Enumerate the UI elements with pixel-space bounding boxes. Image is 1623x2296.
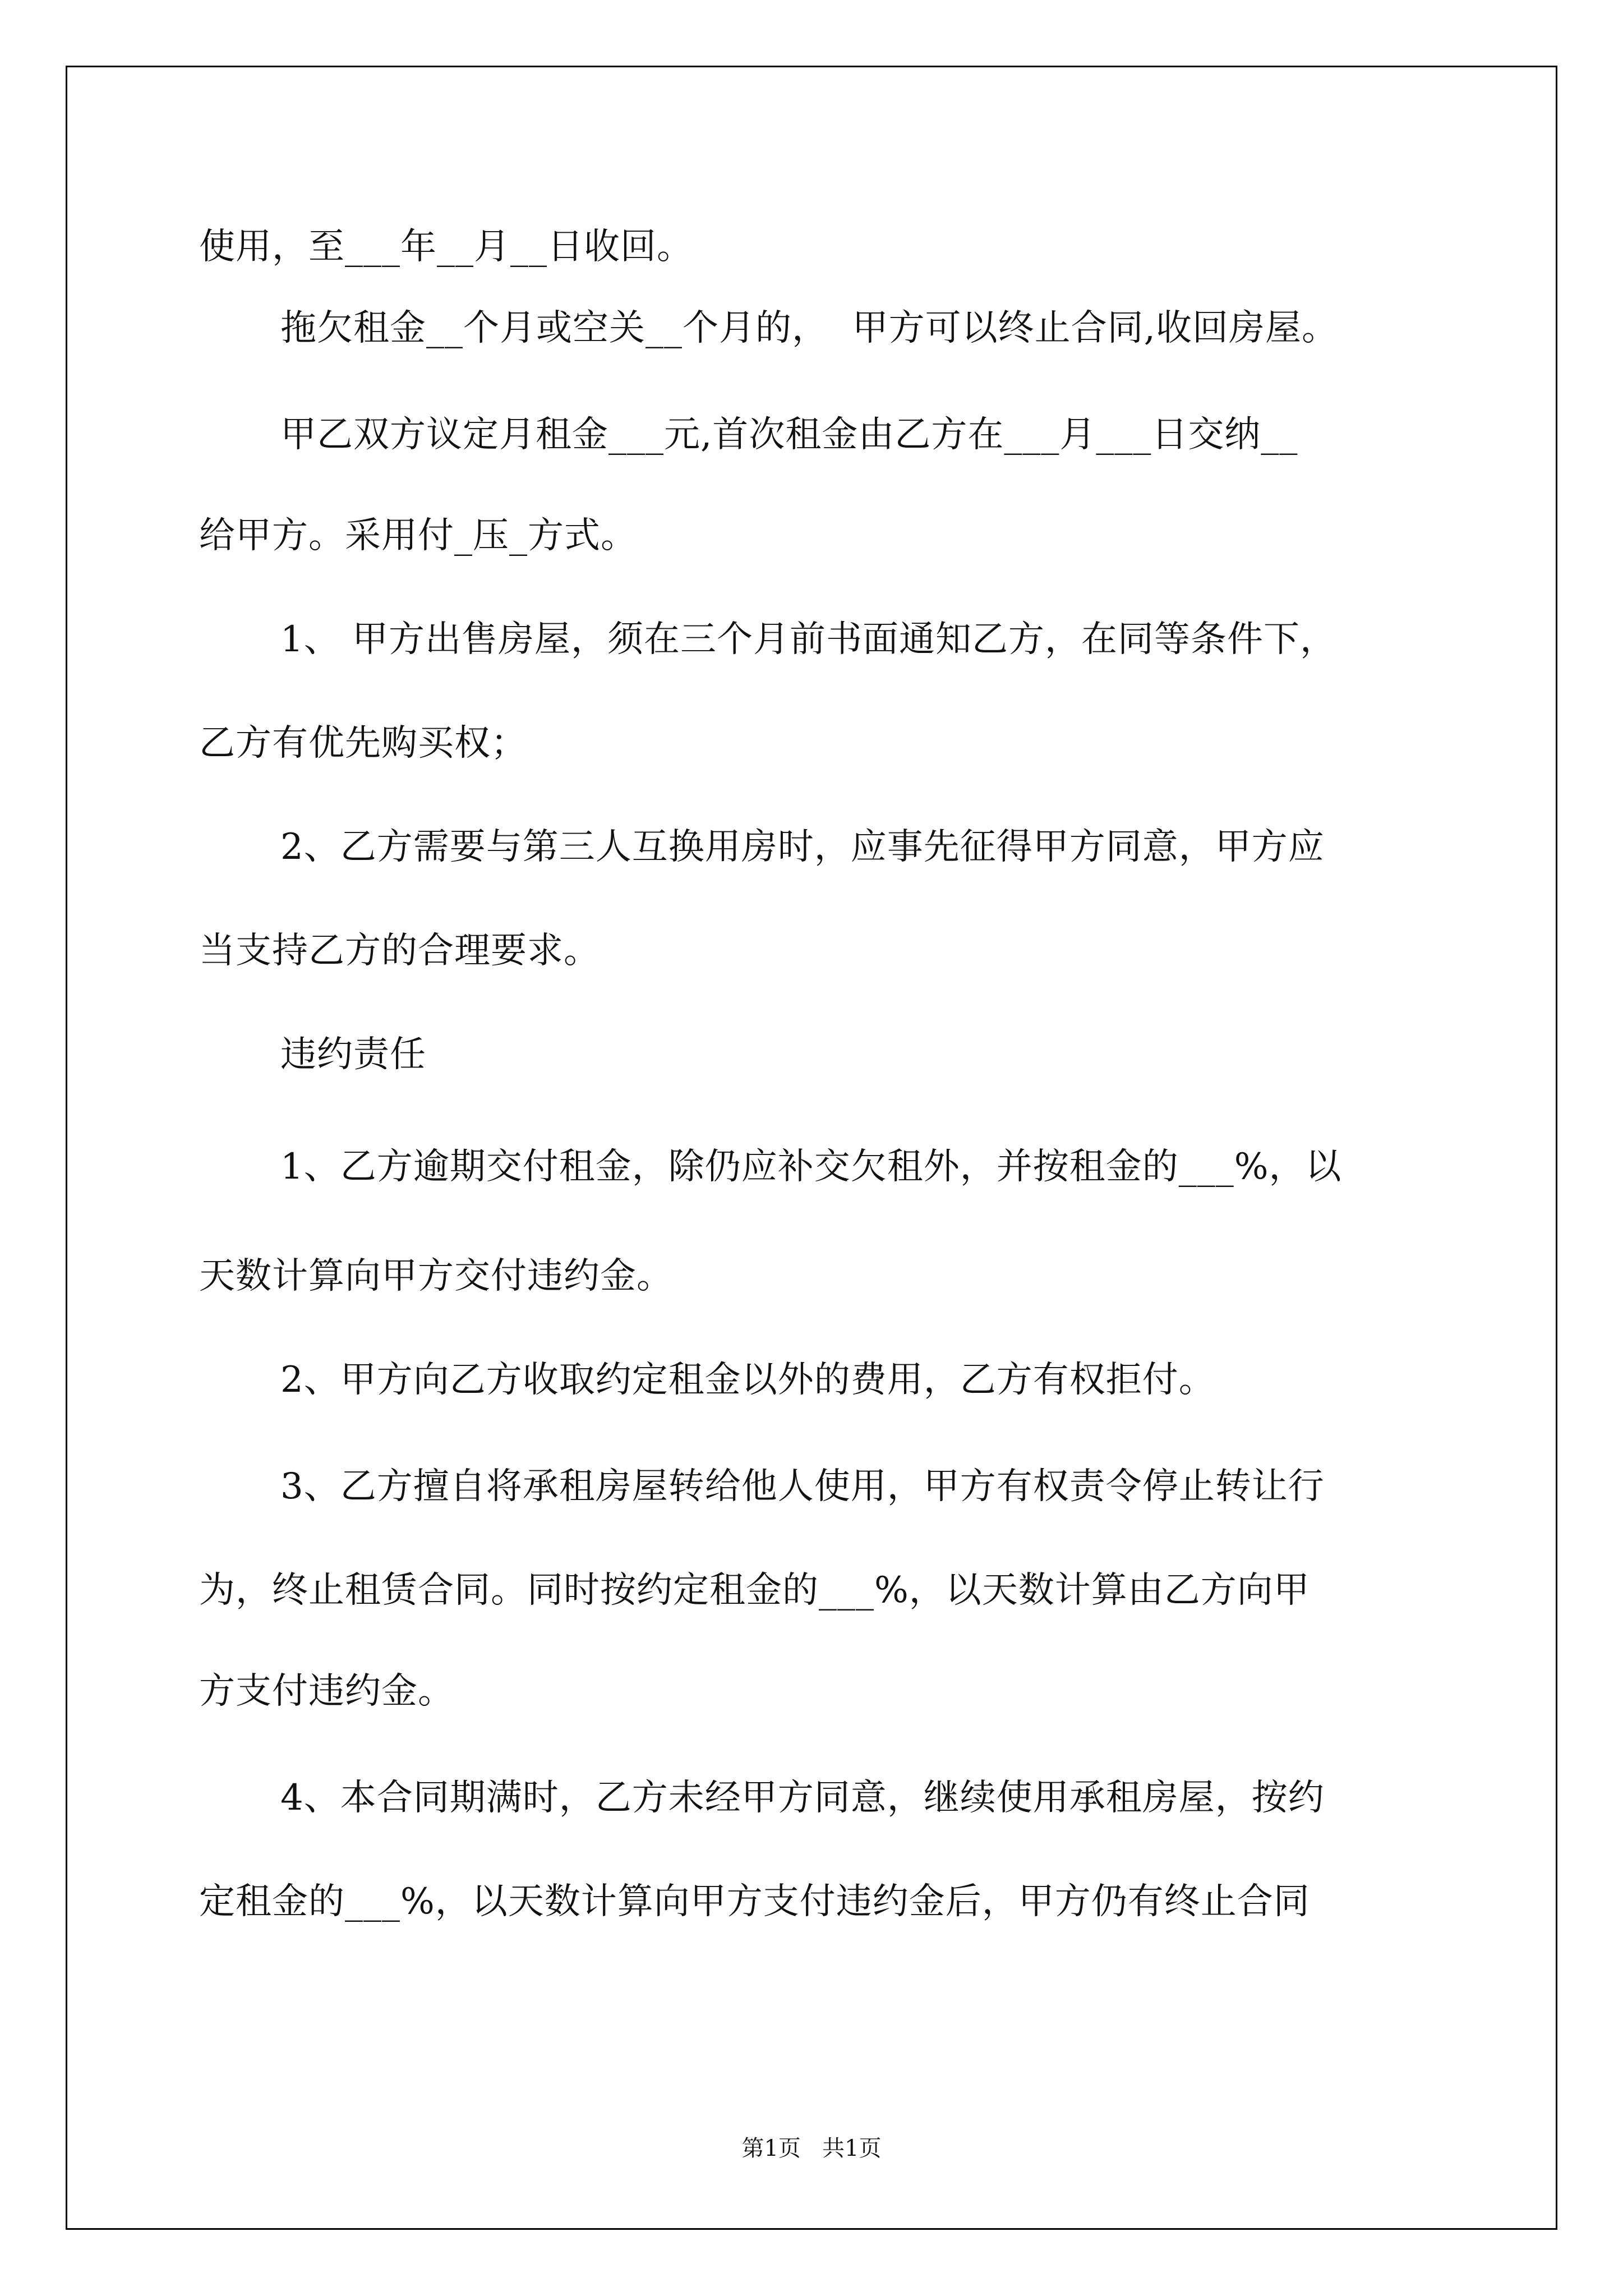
text-line: 1、乙方逾期交付租金，除仍应补交欠租外，并按租金的___%，以	[280, 1146, 1342, 1188]
text-line: 方支付违约金。	[199, 1671, 454, 1712]
text-line: 当支持乙方的合理要求。	[199, 930, 600, 972]
text-line: 4、本合同期满时，乙方未经甲方同意，继续使用承租房屋，按约	[280, 1777, 1325, 1819]
text-line: 乙方有优先购买权；	[199, 723, 527, 764]
text-line: 2、甲方向乙方收取约定租金以外的费用，乙方有权拒付。	[280, 1359, 1215, 1401]
page-number-footer: 第1页 共1页	[741, 2136, 882, 2161]
text-line: 为，终止租赁合同。同时按约定租金的___%，以天数计算由乙方向甲	[199, 1570, 1310, 1611]
text-line: 1、 甲方出售房屋，须在三个月前书面通知乙方，在同等条件下，	[280, 619, 1337, 660]
text-line: 甲乙双方议定月租金___元,首次租金由乙方在___月___日交纳__	[280, 414, 1298, 455]
text-line: 定租金的___%，以天数计算向甲方支付违约金后，甲方仍有终止合同	[199, 1881, 1310, 1922]
text-line: 给甲方。采用付_压_方式。	[199, 515, 637, 556]
section-heading: 违约责任	[280, 1034, 426, 1075]
text-line: 2、乙方需要与第三人互换用房时，应事先征得甲方同意，甲方应	[280, 826, 1325, 868]
text-line: 使用，至___年__月__日收回。	[199, 226, 693, 268]
text-line: 3、乙方擅自将承租房屋转给他人使用，甲方有权责令停止转让行	[280, 1466, 1325, 1507]
text-line: 拖欠租金__个月或空关__个月的， 甲方可以终止合同,收回房屋。	[280, 307, 1339, 349]
text-line: 天数计算向甲方交付违约金。	[199, 1255, 673, 1297]
